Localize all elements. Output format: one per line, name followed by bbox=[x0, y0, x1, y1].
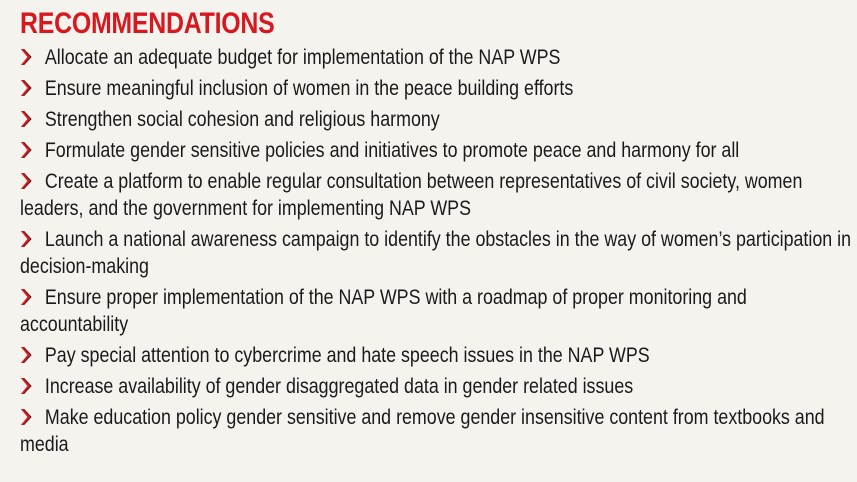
double-chevron-right-icon bbox=[20, 375, 40, 393]
list-item-text: Launch a national awareness campaign to identify the obstacles in the way of women’s participation in decision-making bbox=[20, 227, 852, 278]
list-item-text: Strengthen social cohesion and religious harmony bbox=[44, 107, 440, 131]
list-item bbox=[20, 342, 857, 369]
double-chevron-right-icon bbox=[20, 108, 40, 126]
list-item-text: Ensure meaningful inclusion of women in the peace building efforts bbox=[44, 76, 574, 100]
double-chevron-right-icon bbox=[20, 170, 40, 188]
list-item bbox=[20, 106, 857, 133]
double-chevron-right-icon bbox=[20, 344, 40, 362]
list-item bbox=[20, 404, 857, 458]
list-item bbox=[20, 168, 857, 222]
list-item-text: Make education policy gender sensitive and remove gender insensitive content from textbooks and media bbox=[20, 405, 825, 456]
list-item-text: Increase availability of gender disaggregated data in gender related issues bbox=[44, 374, 634, 398]
list-item bbox=[20, 75, 857, 102]
list-item-text: Create a platform to enable regular consultation between representatives of civil society, women leaders, and the government for implementing NAP WPS bbox=[20, 169, 803, 220]
recommendations-list bbox=[20, 44, 857, 458]
list-item-text: Formulate gender sensitive policies and initiatives to promote peace and harmony for all bbox=[44, 138, 740, 162]
double-chevron-right-icon bbox=[20, 406, 40, 424]
recommendations-panel bbox=[20, 6, 857, 462]
double-chevron-right-icon bbox=[20, 46, 40, 64]
list-item-text: Ensure proper implementation of the NAP WPS with a roadmap of proper monitoring and accountability bbox=[20, 285, 747, 336]
list-item bbox=[20, 373, 857, 400]
list-item-text: Pay special attention to cybercrime and hate speech issues in the NAP WPS bbox=[44, 343, 650, 367]
double-chevron-right-icon bbox=[20, 139, 40, 157]
list-item bbox=[20, 44, 857, 71]
double-chevron-right-icon bbox=[20, 228, 40, 246]
double-chevron-right-icon bbox=[20, 286, 40, 304]
page-title: RECOMMENDATIONS bbox=[20, 7, 275, 40]
list-item bbox=[20, 137, 857, 164]
list-item bbox=[20, 284, 857, 338]
list-item-text: Allocate an adequate budget for implementation of the NAP WPS bbox=[44, 45, 561, 69]
double-chevron-right-icon bbox=[20, 77, 40, 95]
list-item bbox=[20, 226, 857, 280]
